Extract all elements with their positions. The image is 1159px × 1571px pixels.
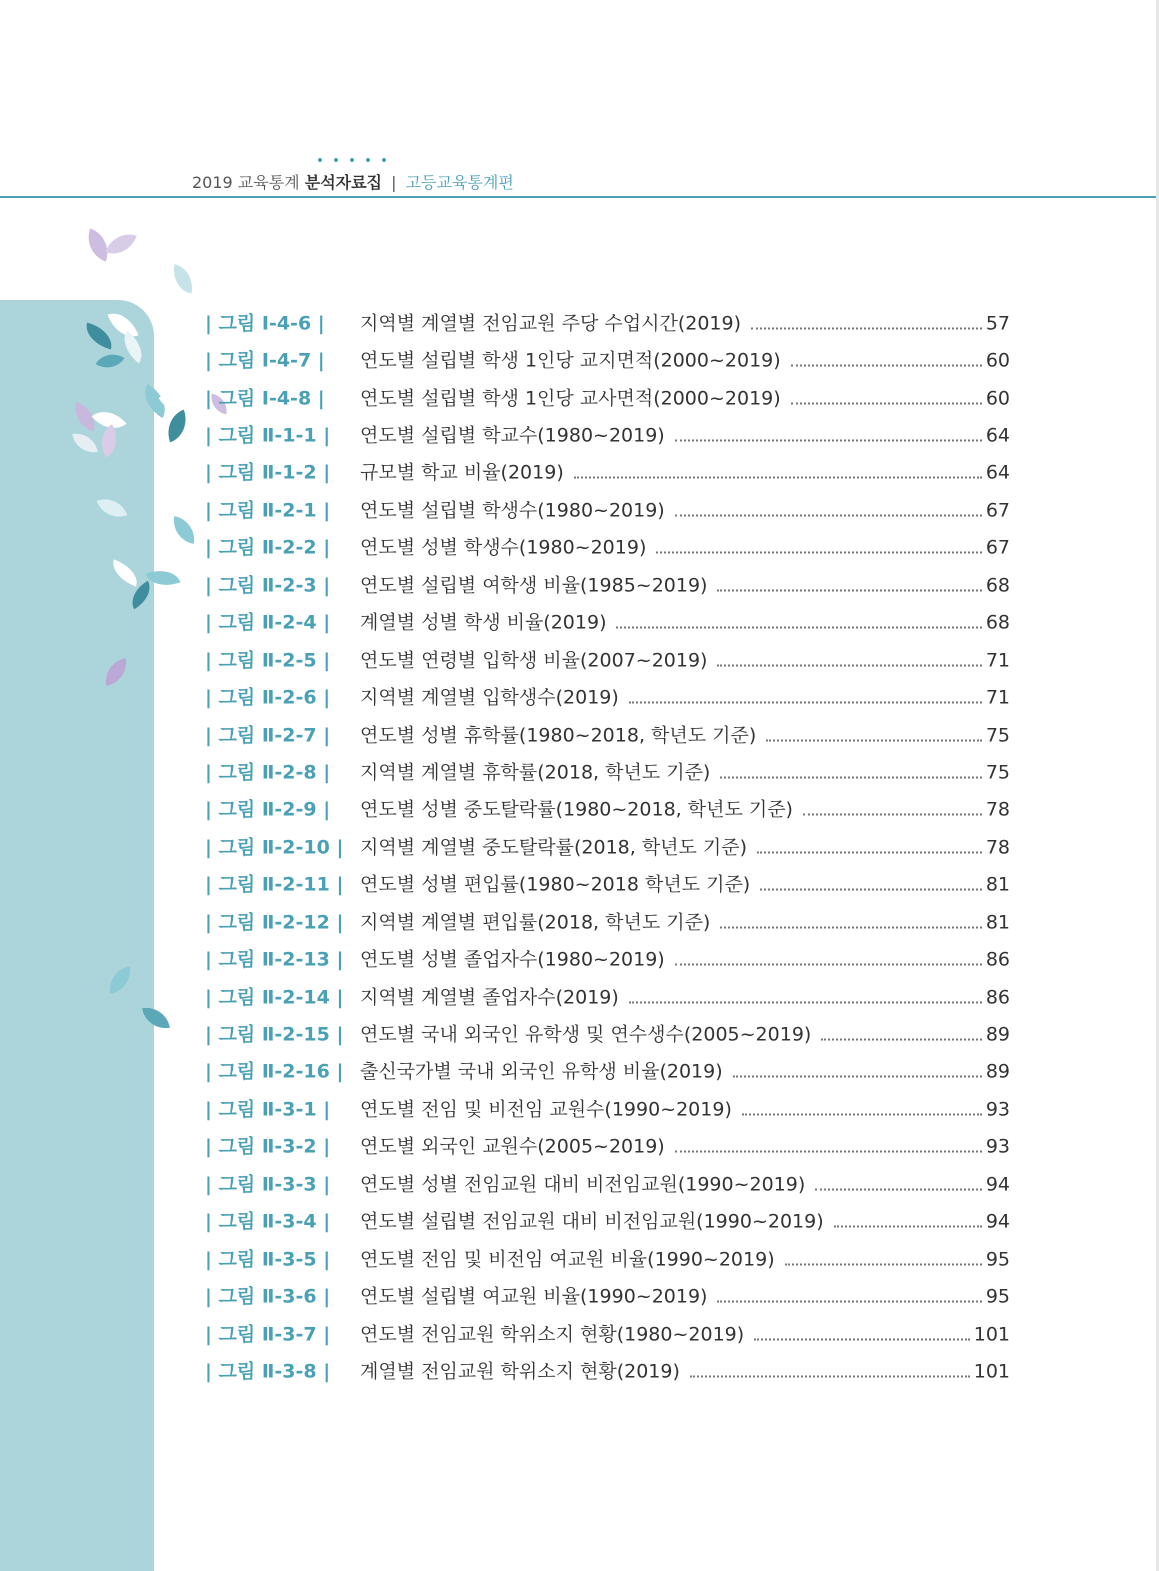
header-bold: 분석자료집 xyxy=(304,173,383,192)
toc-entry[interactable] xyxy=(205,677,1010,714)
figure-title: 연도별 설립별 여학생 비율(1985~2019) xyxy=(360,574,708,597)
page-number: 71 xyxy=(985,686,1010,709)
toc-entry[interactable] xyxy=(205,303,1010,340)
figure-label: | 그림 Ⅱ-3-4 | xyxy=(205,1210,331,1233)
header-dots xyxy=(318,158,388,164)
side-decoration-panel xyxy=(0,300,154,1571)
dot-leader xyxy=(675,513,982,516)
figure-title-line xyxy=(360,870,1010,897)
toc-entry[interactable] xyxy=(205,1014,1010,1051)
figure-label: | 그림 Ⅱ-3-8 | xyxy=(205,1360,331,1383)
toc-entry[interactable] xyxy=(205,1276,1010,1313)
page-number: 94 xyxy=(985,1173,1010,1196)
figure-label: | 그림 Ⅱ-3-7 | xyxy=(205,1323,331,1346)
toc-entry[interactable] xyxy=(205,415,1010,452)
figure-label: | 그림 Ⅱ-2-5 | xyxy=(205,649,331,672)
figure-title-line xyxy=(360,1207,1010,1234)
figure-label: | 그림 Ⅱ-2-1 | xyxy=(205,499,331,522)
figure-title: 연도별 설립별 학교수(1980~2019) xyxy=(360,424,665,447)
dot-leader xyxy=(675,439,982,442)
dot-leader xyxy=(629,701,982,704)
toc-entry[interactable] xyxy=(205,340,1010,377)
figure-label: | 그림 Ⅱ-2-12 | xyxy=(205,911,344,934)
figure-label: | 그림 Ⅰ-4-6 | xyxy=(205,312,325,335)
figure-label: | 그림 Ⅱ-2-3 | xyxy=(205,574,331,597)
toc-entry[interactable] xyxy=(205,528,1010,565)
page-number: 67 xyxy=(985,499,1010,522)
figure-label: | 그림 Ⅱ-2-11 | xyxy=(205,873,344,896)
dot-leader xyxy=(760,888,982,891)
figure-title-line xyxy=(360,757,1010,784)
dot-leader xyxy=(733,1075,982,1078)
toc-entry[interactable] xyxy=(205,752,1010,789)
figure-title-line xyxy=(360,1356,1010,1383)
figure-title: 연도별 설립별 학생수(1980~2019) xyxy=(360,499,665,522)
figure-title-line xyxy=(360,570,1010,597)
dot-leader xyxy=(785,1262,982,1265)
page-number: 68 xyxy=(985,611,1010,634)
toc-entry[interactable] xyxy=(205,790,1010,827)
dot-leader xyxy=(766,738,982,741)
figure-title: 연도별 전임교원 학위소지 현황(1980~2019) xyxy=(360,1323,745,1346)
figure-title-line xyxy=(360,720,1010,747)
figure-title: 지역별 계열별 편입률(2018, 학년도 기준) xyxy=(360,911,711,934)
figure-label: | 그림 Ⅱ-3-5 | xyxy=(205,1248,331,1271)
figure-label: | 그림 Ⅱ-3-1 | xyxy=(205,1098,331,1121)
dot-leader xyxy=(629,1000,982,1003)
toc-entry[interactable] xyxy=(205,1202,1010,1239)
toc-entry[interactable] xyxy=(205,565,1010,602)
figure-label: | 그림 Ⅰ-4-7 | xyxy=(205,349,325,372)
dot-leader xyxy=(717,588,981,591)
page-number: 68 xyxy=(985,574,1010,597)
dot-leader xyxy=(815,1187,982,1190)
figure-label: | 그림 Ⅱ-2-7 | xyxy=(205,724,331,747)
figure-title: 연도별 성별 전임교원 대비 비전임교원(1990~2019) xyxy=(360,1173,806,1196)
figure-title: 출신국가별 국내 외국인 유학생 비율(2019) xyxy=(360,1060,723,1083)
figure-title: 연도별 성별 학생수(1980~2019) xyxy=(360,536,647,559)
toc-entry[interactable] xyxy=(205,490,1010,527)
figure-title-line xyxy=(360,308,1010,335)
figure-title: 연도별 국내 외국인 유학생 및 연수생수(2005~2019) xyxy=(360,1023,812,1046)
header-separator: | xyxy=(391,173,397,192)
figure-title-line xyxy=(360,907,1010,934)
dot-leader xyxy=(754,1337,970,1340)
dot-leader xyxy=(742,1112,982,1115)
toc-entry[interactable] xyxy=(205,865,1010,902)
dot-leader xyxy=(720,925,981,928)
toc-entry[interactable] xyxy=(205,715,1010,752)
page-number: 81 xyxy=(985,911,1010,934)
toc-entry[interactable] xyxy=(205,1351,1010,1388)
page-number: 75 xyxy=(985,761,1010,784)
page-number: 75 xyxy=(985,724,1010,747)
figure-title-line xyxy=(360,1169,1010,1196)
figure-title: 지역별 계열별 전임교원 주당 수업시간(2019) xyxy=(360,312,742,335)
figure-title-line xyxy=(360,421,1010,448)
dot-leader xyxy=(616,626,981,629)
figure-label: | 그림 Ⅰ-4-8 | xyxy=(205,387,325,410)
figure-title-line xyxy=(360,608,1010,635)
toc-entry[interactable] xyxy=(205,1052,1010,1089)
toc-entry[interactable] xyxy=(205,1314,1010,1351)
figure-title: 계열별 전임교원 학위소지 현황(2019) xyxy=(360,1360,680,1383)
toc-entry[interactable] xyxy=(205,640,1010,677)
page-number: 64 xyxy=(985,461,1010,484)
figure-title-line xyxy=(360,683,1010,710)
table-of-figures xyxy=(205,303,1010,1389)
page-number: 86 xyxy=(985,948,1010,971)
figure-title-line xyxy=(360,383,1010,410)
dot-leader xyxy=(690,1374,970,1377)
toc-entry[interactable] xyxy=(205,827,1010,864)
toc-entry[interactable] xyxy=(205,603,1010,640)
figure-title: 연도별 성별 졸업자수(1980~2019) xyxy=(360,948,665,971)
figure-title-line xyxy=(360,1132,1010,1159)
figure-label: | 그림 Ⅱ-2-2 | xyxy=(205,536,331,559)
figure-title: 연도별 설립별 학생 1인당 교사면적(2000~2019) xyxy=(360,387,781,410)
page-number: 89 xyxy=(985,1023,1010,1046)
header-rule xyxy=(0,196,1156,198)
figure-title: 연도별 성별 중도탈락률(1980~2018, 학년도 기준) xyxy=(360,798,793,821)
figure-label: | 그림 Ⅱ-3-2 | xyxy=(205,1135,331,1158)
figure-label: | 그림 Ⅱ-2-10 | xyxy=(205,836,344,859)
figure-label: | 그림 Ⅱ-2-9 | xyxy=(205,798,331,821)
dot-leader xyxy=(791,401,982,404)
figure-label: | 그림 Ⅱ-3-3 | xyxy=(205,1173,331,1196)
figure-label: | 그림 Ⅱ-2-14 | xyxy=(205,986,344,1009)
figure-title: 연도별 성별 편입률(1980~2018 학년도 기준) xyxy=(360,873,751,896)
dot-leader xyxy=(717,663,981,666)
figure-title-line xyxy=(360,1020,1010,1047)
figure-title-line xyxy=(360,458,1010,485)
toc-entry[interactable] xyxy=(205,939,1010,976)
figure-title-line xyxy=(360,1244,1010,1271)
dot-leader xyxy=(675,1150,982,1153)
page-number: 101 xyxy=(973,1323,1010,1346)
figure-title: 연도별 설립별 학생 1인당 교지면적(2000~2019) xyxy=(360,349,781,372)
toc-entry[interactable] xyxy=(205,1164,1010,1201)
page-number: 89 xyxy=(985,1060,1010,1083)
page-number: 94 xyxy=(985,1210,1010,1233)
figure-title: 연도별 설립별 여교원 비율(1990~2019) xyxy=(360,1285,708,1308)
figure-title-line xyxy=(360,832,1010,859)
page-number: 64 xyxy=(985,424,1010,447)
figure-title: 연도별 외국인 교원수(2005~2019) xyxy=(360,1135,665,1158)
page-number: 95 xyxy=(985,1285,1010,1308)
dot-leader xyxy=(821,1038,981,1041)
figure-title: 규모별 학교 비율(2019) xyxy=(360,461,564,484)
figure-title: 연도별 연령별 입학생 비율(2007~2019) xyxy=(360,649,708,672)
figure-title-line xyxy=(360,982,1010,1009)
figure-label: | 그림 Ⅱ-2-4 | xyxy=(205,611,331,634)
page-number: 78 xyxy=(985,798,1010,821)
dot-leader xyxy=(751,326,982,329)
figure-label: | 그림 Ⅱ-3-6 | xyxy=(205,1285,331,1308)
dot-leader xyxy=(720,775,981,778)
figure-title-line xyxy=(360,533,1010,560)
dot-leader xyxy=(717,1300,981,1303)
dot-leader xyxy=(656,551,981,554)
figure-title-line xyxy=(360,1282,1010,1309)
figure-title: 지역별 계열별 중도탈락률(2018, 학년도 기준) xyxy=(360,836,748,859)
page-number: 101 xyxy=(973,1360,1010,1383)
dot-leader xyxy=(803,813,982,816)
page-number: 60 xyxy=(985,349,1010,372)
page-number: 93 xyxy=(985,1098,1010,1121)
figure-label: | 그림 Ⅱ-2-16 | xyxy=(205,1060,344,1083)
figure-title-line xyxy=(360,1057,1010,1084)
toc-entry[interactable] xyxy=(205,977,1010,1014)
dot-leader xyxy=(675,963,982,966)
toc-entry[interactable] xyxy=(205,1127,1010,1164)
toc-entry[interactable] xyxy=(205,1239,1010,1276)
page-number: 81 xyxy=(985,873,1010,896)
figure-title-line xyxy=(360,495,1010,522)
dot-leader xyxy=(791,364,982,367)
figure-title: 연도별 전임 및 비전임 교원수(1990~2019) xyxy=(360,1098,732,1121)
header-subtitle: 고등교육통계편 xyxy=(405,173,514,192)
figure-title: 지역별 계열별 졸업자수(2019) xyxy=(360,986,619,1009)
toc-entry[interactable] xyxy=(205,1089,1010,1126)
figure-label: | 그림 Ⅱ-1-1 | xyxy=(205,424,331,447)
figure-title: 지역별 계열별 입학생수(2019) xyxy=(360,686,619,709)
figure-label: | 그림 Ⅱ-2-8 | xyxy=(205,761,331,784)
dot-leader xyxy=(834,1225,982,1228)
page-number: 95 xyxy=(985,1248,1010,1271)
page-number: 71 xyxy=(985,649,1010,672)
figure-label: | 그림 Ⅱ-2-13 | xyxy=(205,948,344,971)
figure-label: | 그림 Ⅱ-2-15 | xyxy=(205,1023,344,1046)
figure-title: 연도별 전임 및 비전임 여교원 비율(1990~2019) xyxy=(360,1248,775,1271)
page-number: 57 xyxy=(985,312,1010,335)
toc-entry[interactable] xyxy=(205,453,1010,490)
figure-label: | 그림 Ⅱ-1-2 | xyxy=(205,461,331,484)
figure-title-line xyxy=(360,795,1010,822)
page-number: 93 xyxy=(985,1135,1010,1158)
page-number: 86 xyxy=(985,986,1010,1009)
figure-title-line xyxy=(360,645,1010,672)
figure-title-line xyxy=(360,945,1010,972)
dot-leader xyxy=(574,476,982,479)
figure-title: 연도별 설립별 전임교원 대비 비전임교원(1990~2019) xyxy=(360,1210,824,1233)
figure-title-line xyxy=(360,346,1010,373)
dot-leader xyxy=(757,850,982,853)
toc-entry[interactable] xyxy=(205,378,1010,415)
figure-title: 계열별 성별 학생 비율(2019) xyxy=(360,611,607,634)
figure-title-line xyxy=(360,1094,1010,1121)
toc-entry[interactable] xyxy=(205,902,1010,939)
page-number: 78 xyxy=(985,836,1010,859)
page-number: 67 xyxy=(985,536,1010,559)
figure-title: 연도별 성별 휴학률(1980~2018, 학년도 기준) xyxy=(360,724,757,747)
page-number: 60 xyxy=(985,387,1010,410)
figure-label: | 그림 Ⅱ-2-6 | xyxy=(205,686,331,709)
running-header xyxy=(192,170,514,193)
header-prefix: 2019 교육통계 xyxy=(192,173,300,192)
figure-title-line xyxy=(360,1319,1010,1346)
figure-title: 지역별 계열별 휴학률(2018, 학년도 기준) xyxy=(360,761,711,784)
